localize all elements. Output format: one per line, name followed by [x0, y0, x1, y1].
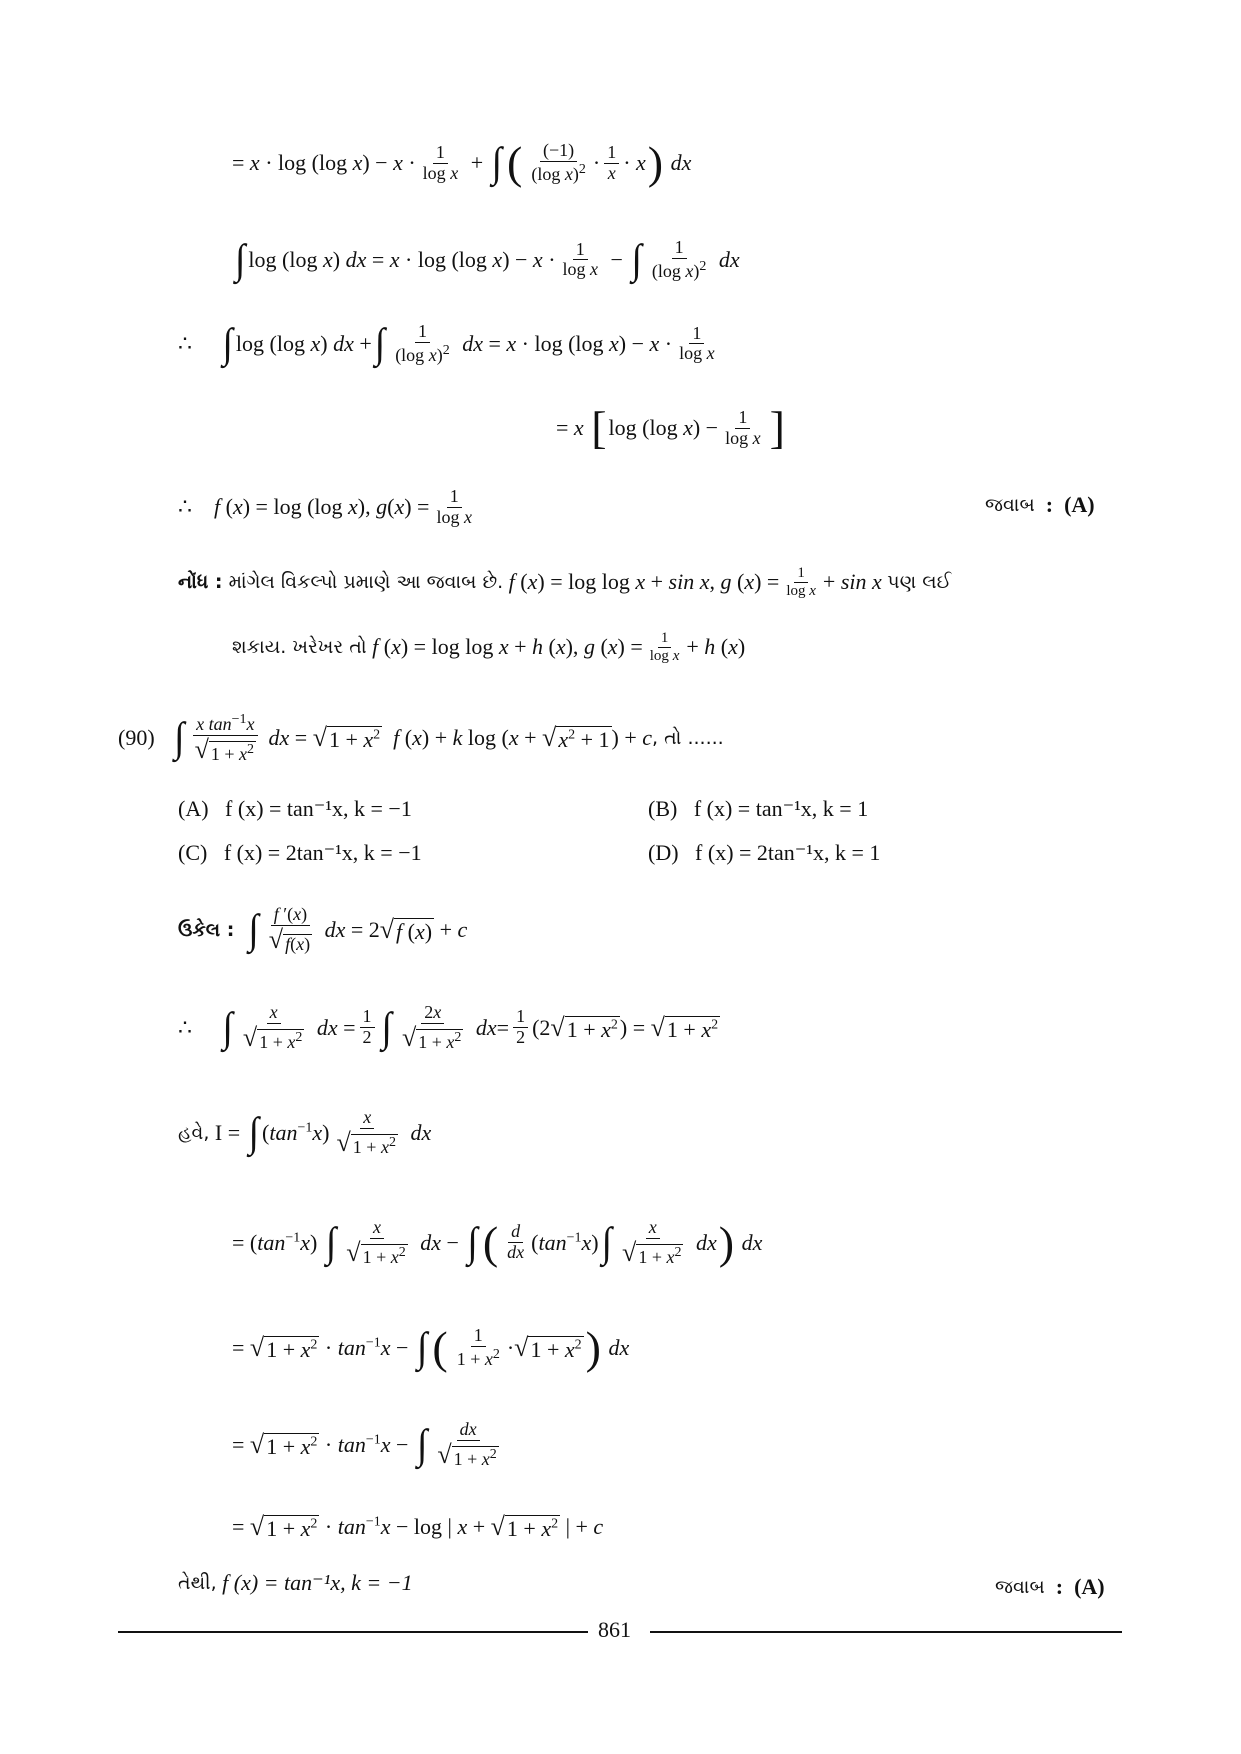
step-line-1: = x · log (log x) − x · $\frac{1}{\text{log x}}$ + ∫ ( $\frac{(-1)}{(\log x)^2}$ · $\frac{1}{x}$ · x ) dx [232, 137, 692, 188]
final-line [178, 1570, 413, 1596]
solution-label: ઉકેલ : [178, 918, 235, 941]
final-result: f (x) = tan⁻¹x, k = −1 [222, 1570, 413, 1595]
solution-line: ઉકેલ : ∫ f ′(x) √ f(x) dx = 2 √ f (x) + c [178, 904, 468, 954]
question-90: (90) ∫ x $\tan^{-1}x$ √ $1 + x^2$ dx = √ $1 + x^2$ f (x) + k log (x + √ $x^2 + 1$ ) + c , તો ...... [118, 712, 724, 764]
question-number: (90) [118, 725, 155, 751]
answer-2: જવાબ : (A) [995, 1574, 1105, 1599]
answer-value: (A) [1064, 492, 1095, 517]
option-b: (B) f (x) = tan⁻¹x, k = 1 [648, 796, 869, 821]
note-text-2: શકાય. ખરેખર તો [232, 636, 367, 658]
step-parts: = $(\tan^{-1}x)$ ∫ x √ $1 + x^2$ dx − ∫ ( $\frac{d}{dx}$ $(\tan^{-1}x)$ ∫ x √ $1 + x^2$ dx ) dx [232, 1216, 763, 1268]
step-line-2: ∫ log (log x) dx = x · log (log x) − x · $\frac{1}{\text{log x}}$ − ∫ $\frac{1}{(\log x)^2}$ dx [235, 236, 740, 283]
option-d: (D) f (x) = 2tan⁻¹x, k = 1 [648, 840, 881, 865]
question-then: , તો ...... [652, 727, 724, 750]
note-line-1: નોંધ : માંગેલ વિકલ્પો પ્રમાણે આ જવાબ છે. f (x) = log log x + sin x, g (x) = $\frac{1}{\text{log x}}$ + sin x પણ લઈ [178, 565, 952, 599]
step-a: = √ $1 + x^2$ · $\tan^{-1}x$ − ∫ ( $\frac{1}{1 + x^2}$ · √ $1 + x^2$ ) dx [232, 1322, 630, 1373]
step-line-4: = x [ log (log x) − $\frac{1}{\text{log x}}$ ] [556, 402, 785, 453]
step-line-3: ∴ ∫ log (log x) dx + ∫ $\frac{1}{(\log x)^2}$ dx = x · log (log x) − x · $\frac{1}{\text{log x}}$ [178, 320, 715, 367]
step-have: હવે, I = ∫ $(\tan^{-1}x)$ x √ $1 + x^2$ dx [178, 1107, 432, 1157]
footer-rule-left [118, 1631, 588, 1633]
option-c: (C) f (x) = 2tan⁻¹x, k = −1 [178, 840, 422, 865]
therefore-label: તેથી, [178, 1572, 217, 1594]
option-a: (A) f (x) = tan⁻¹x, k = −1 [178, 796, 412, 821]
note-line-2: શકાય. ખરેખર તો f (x) = log log x + h (x), g (x) = $\frac{1}{\text{log x}}$ + h (x) [232, 630, 746, 664]
page-number: 861 [598, 1617, 631, 1642]
step-b: = √ $1 + x^2$ · $\tan^{-1}x$ − ∫ dx √ $1 + x^2$ [232, 1419, 497, 1469]
note-text-1: માંગેલ વિકલ્પો પ્રમાણે આ જવાબ છે. [228, 571, 504, 593]
answer-label: જવાબ [985, 494, 1035, 516]
have-label: હવે, [178, 1121, 210, 1144]
step-line-5: ∴ f (x) = log (log x), g(x) = $\frac{1}{\text{log x}}$ [178, 486, 472, 527]
note-label: નોંધ : [178, 571, 223, 593]
note-also: પણ લઈ [887, 571, 952, 593]
step-c: = √ $1 + x^2$ · $\tan^{-1}x - \log$ | x + √ $1 + x^2$ | + c [232, 1512, 604, 1541]
step-sqrt: ∴ ∫ x √ $1 + x^2$ dx = $\frac{1}{2}$ ∫ 2x √ $1 + x^2$ dx= $\frac{1}{2}$ (2 √ $1 + x^2$ ) = √ $1 + x^2$ [178, 1002, 719, 1052]
answer-1: જવાબ : (A) [985, 492, 1095, 517]
footer-rule-right [650, 1631, 1122, 1633]
